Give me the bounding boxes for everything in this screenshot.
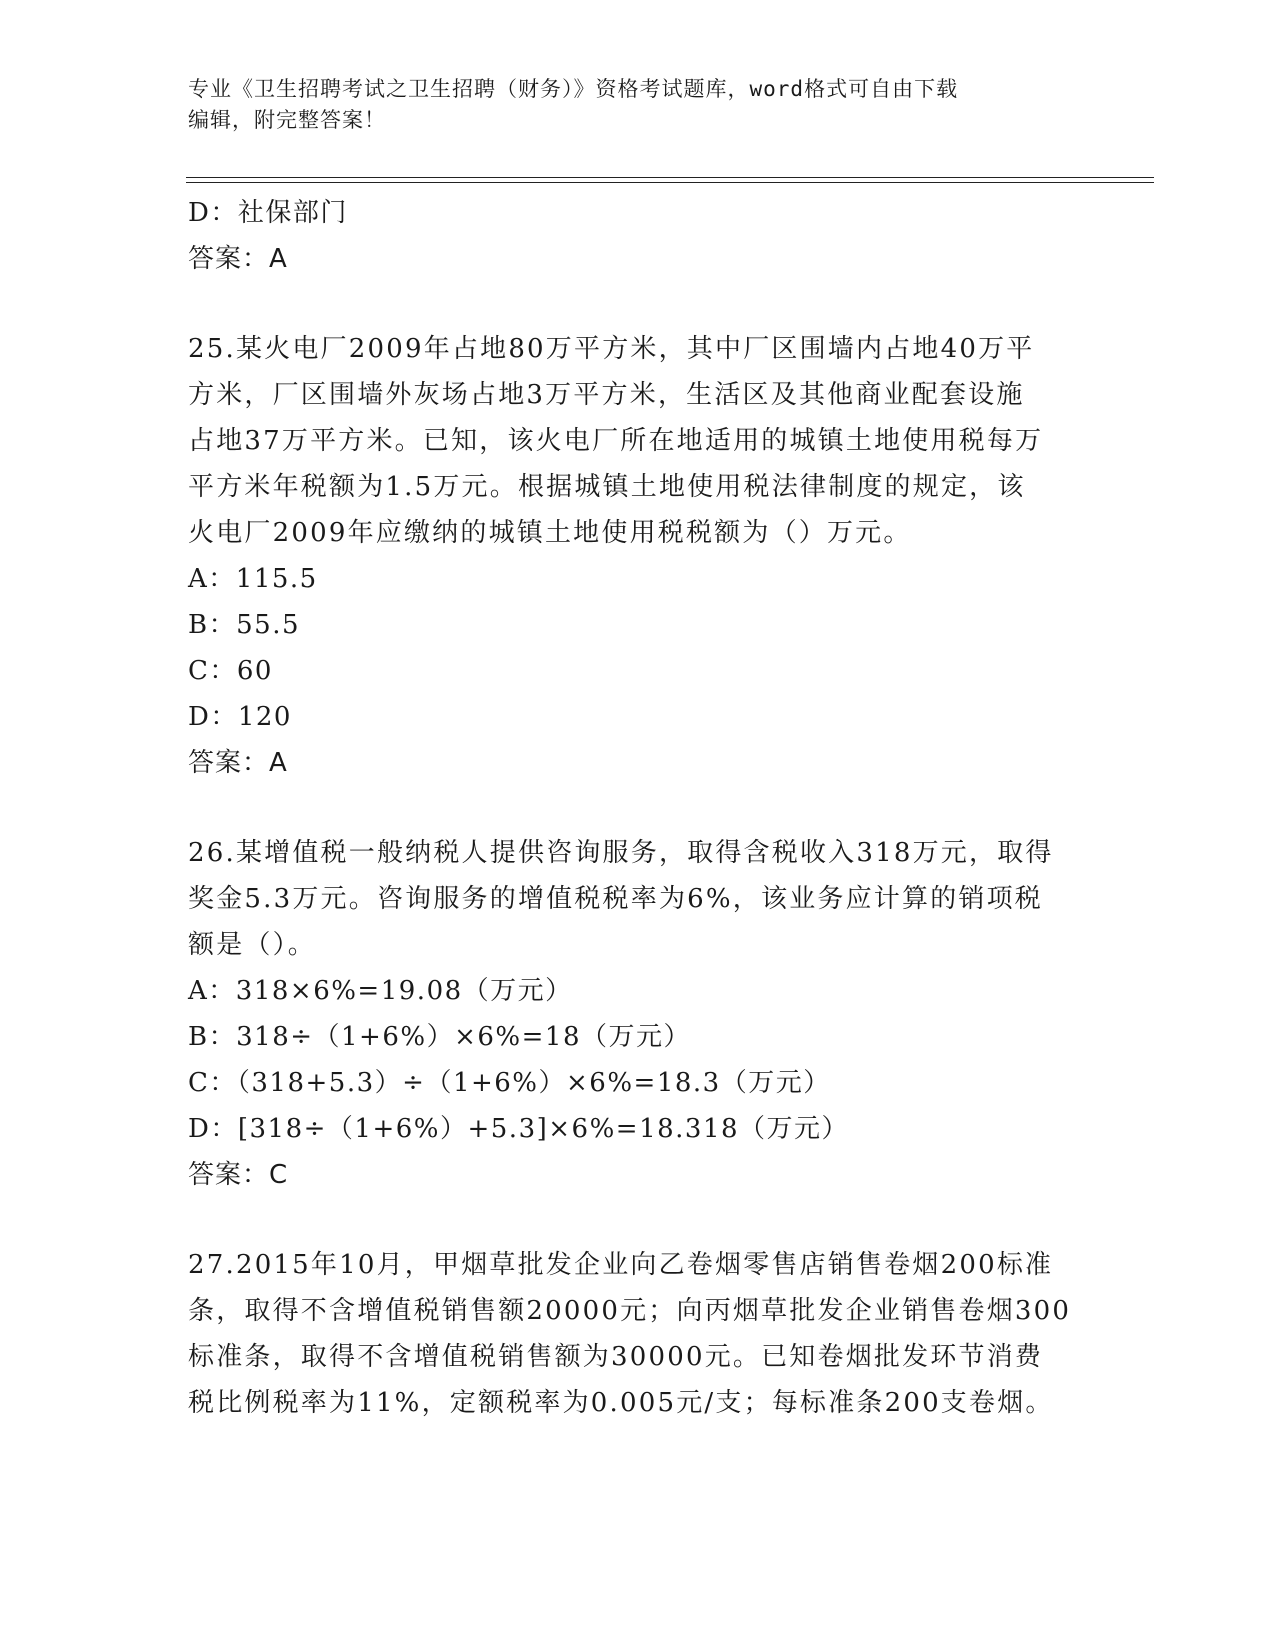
option-a: A：318×6%=19.08（万元） — [188, 976, 573, 1006]
option-c: C：（318+5.3）÷（1+6%）×6%=18.3（万元） — [188, 1068, 831, 1098]
option-d: D：[318÷（1+6%）+5.3]×6%=18.318（万元） — [188, 1114, 850, 1144]
document-header — [188, 74, 1088, 136]
header-line-2: 编辑，附完整答案！ — [188, 108, 386, 132]
option-a: A：115.5 — [188, 564, 318, 594]
option-d: D：社保部门 — [188, 198, 348, 228]
header-divider-top — [186, 177, 1154, 178]
header-line-1: 专业《卫生招聘考试之卫生招聘（财务）》资格考试题库，word格式可自由下载 — [188, 77, 959, 101]
answer-line: 答案：C — [188, 1160, 289, 1190]
question-text-line: 方米，厂区围墙外灰场占地3万平方米，生活区及其他商业配套设施 — [188, 380, 1025, 410]
question-27 — [188, 1242, 1088, 1426]
option-b: B：55.5 — [188, 610, 300, 640]
question-25 — [188, 326, 1088, 786]
option-c: C：60 — [188, 656, 273, 686]
question-text-line: 占地37万平方米。已知，该火电厂所在地适用的城镇土地使用税每万 — [188, 426, 1044, 456]
question-text-line: 标准条，取得不含增值税销售额为30000元。已知卷烟批发环节消费 — [188, 1342, 1044, 1372]
option-b: B：318÷（1+6%）×6%=18（万元） — [188, 1022, 691, 1052]
question-26 — [188, 830, 1088, 1198]
question-text-line: 25.某火电厂2009年占地80万平方米，其中厂区围墙内占地40万平 — [188, 334, 1035, 364]
question-text-line: 26.某增值税一般纳税人提供咨询服务，取得含税收入318万元，取得 — [188, 838, 1054, 868]
header-divider-bottom — [186, 182, 1154, 183]
question-text-line: 条，取得不含增值税销售额20000元；向丙烟草批发企业销售卷烟300 — [188, 1296, 1072, 1326]
document-body — [188, 190, 1088, 1426]
previous-question-tail — [188, 190, 1088, 282]
question-text-line: 额是（）。 — [188, 930, 317, 960]
option-d: D：120 — [188, 702, 292, 732]
question-text-line: 火电厂2009年应缴纳的城镇土地使用税税额为（）万元。 — [188, 518, 912, 548]
question-text-line: 平方米年税额为1.5万元。根据城镇土地使用税法律制度的规定，该 — [188, 472, 1026, 502]
answer-line: 答案：A — [188, 748, 288, 778]
answer-line: 答案：A — [188, 244, 288, 274]
question-text-line: 27.2015年10月，甲烟草批发企业向乙卷烟零售店销售卷烟200标准 — [188, 1250, 1054, 1280]
question-text-line: 税比例税率为11%，定额税率为0.005元/支；每标准条200支卷烟。 — [188, 1388, 1054, 1418]
question-text-line: 奖金5.3万元。咨询服务的增值税税率为6%，该业务应计算的销项税 — [188, 884, 1043, 914]
